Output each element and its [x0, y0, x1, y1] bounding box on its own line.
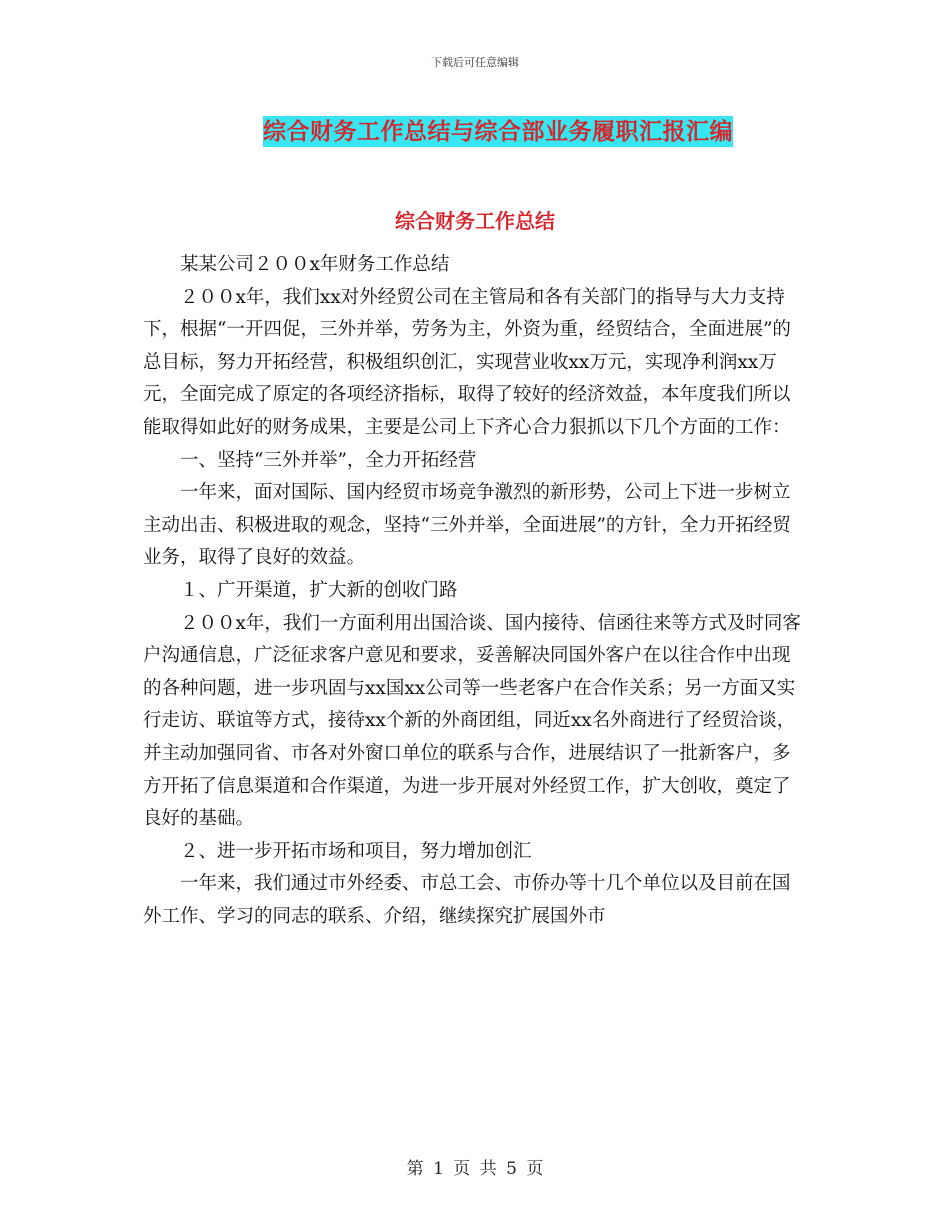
- subheading: ２、进一步开拓市场和项目，努力增加创汇: [180, 840, 532, 862]
- paragraph-heading: 某某公司２００x年财务工作总结: [180, 254, 450, 275]
- main-title: [0, 113, 950, 146]
- main-title-text: 综合财务工作总结与综合部业务履职汇报汇编: [263, 118, 733, 145]
- paragraph: 一年来，我们通过市外经委、市总工会、市侨办等十几个单位以及目前在国外工作、学习的同志的联系、介绍，继续探究扩展国外市: [143, 873, 791, 927]
- subheading: １、广开渠道，扩大新的创收门路: [180, 579, 458, 601]
- page-footer: 第 1 页 共 5 页: [406, 1159, 544, 1179]
- section-title: 综合财务工作总结: [395, 209, 555, 233]
- paragraph: ２００x年，我们一方面利用出国洽谈、国内接待、信函往来等方式及时同客户沟通信息，广泛征求客户意见和要求，妥善解决同国外客户在以往合作中出现的各种问题，进一步巩固与xx国xx公司等一些老客户在合作关系；另一方面又实行走访、联谊等方式，接待xx个新的外商团组，同近xx名外商进行了经贸洽谈，并主动加强同省、市各对外窗口单位的联系与合作，进展结识了一批新客户，多方开拓了信息渠道和合作渠道，为进一步开展对外经贸工作，扩大创收，奠定了良好的基础。: [143, 612, 801, 830]
- subheading: 一、坚持“三外并举”，全力开拓经营: [180, 449, 477, 471]
- paragraph: ２００x年，我们xx对外经贸公司在主管局和各有关部门的指导与大力支持下，根据“一开四促，三外并举，劳务为主，外资为重，经贸结合，全面进展”的总目标，努力开拓经营，积极组织创汇，实现营业收xx万元，实现净利润xx万元，全面完成了原定的各项经济指标，取得了较好的经济效益，本年度我们所以能取得如此好的财务成果，主要是公司上下齐心合力狠抓以下几个方面的工作：: [143, 286, 791, 438]
- paragraph: 一年来，面对国际、国内经贸市场竞争激烈的新形势，公司上下进一步树立主动出击、积极进取的观念，坚持“三外并举，全面进展”的方针，全力开拓经贸业务，取得了良好的效益。: [143, 482, 791, 569]
- header-note: 下载后可任意编辑: [431, 56, 519, 69]
- body-text: [143, 249, 803, 933]
